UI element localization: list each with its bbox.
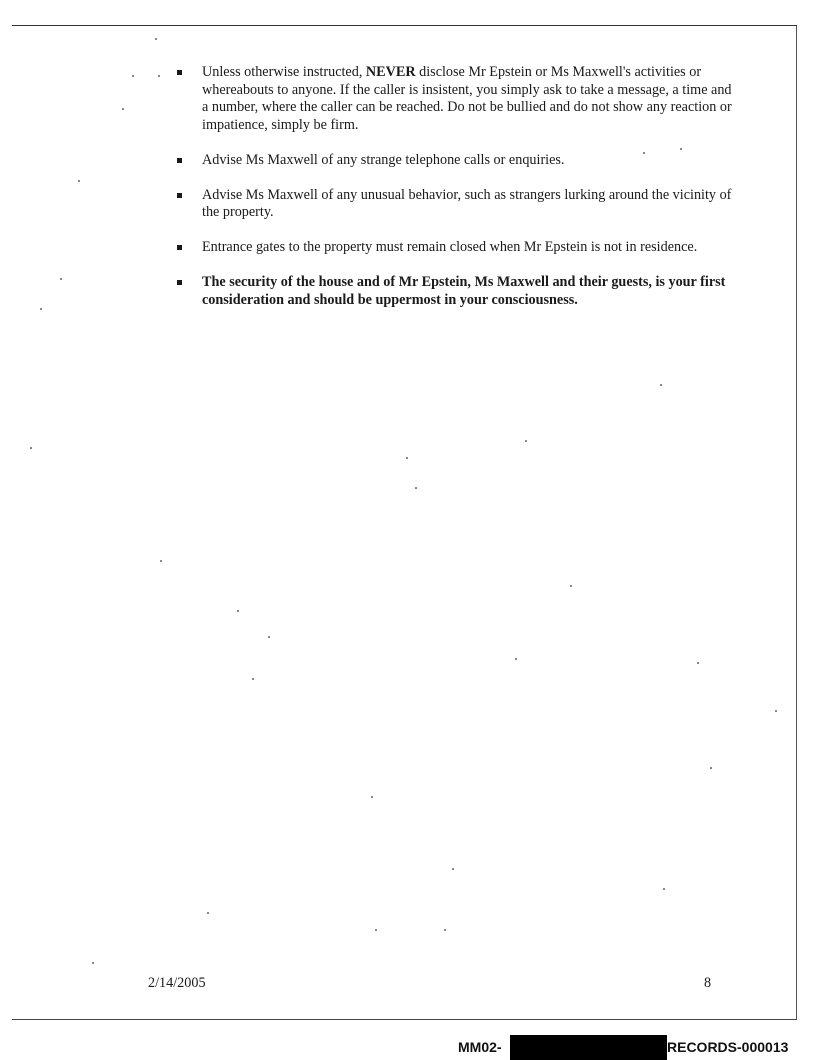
scan-speck xyxy=(60,278,62,280)
scan-speck xyxy=(132,75,134,77)
scan-speck xyxy=(515,658,517,660)
bullet-item-entrance-gates xyxy=(176,239,736,257)
scan-speck xyxy=(207,912,209,914)
scan-speck xyxy=(371,796,373,798)
instruction-list xyxy=(176,64,736,327)
bullet-text: Advise Ms Maxwell of any unusual behavior, such as strangers lurking around the vicinity of the property. xyxy=(202,186,732,220)
scan-speck xyxy=(643,152,645,154)
square-bullet-icon xyxy=(177,245,182,250)
scan-speck xyxy=(775,710,777,712)
bullet-text: The security of the house and of Mr Epstein, Ms Maxwell and their guests, is your first consideration and should be uppermost in your consciousness. xyxy=(202,274,726,308)
scan-speck xyxy=(663,888,665,890)
bullet-text-pre: Unless otherwise instructed, xyxy=(202,64,366,80)
bullet-text-post: disclose Mr Epstein or Ms Maxwell's activities or whereabouts to anyone. If the caller is insistent, you simply ask to take a message, a time and a number, where the caller can be reached. Do not be bullied and do not show any reaction or impatience, simply be firm. xyxy=(202,64,732,133)
bullet-item-disclosure xyxy=(176,64,736,134)
scan-speck xyxy=(697,662,699,664)
scan-speck xyxy=(375,929,377,931)
footer-page-number: 8 xyxy=(704,975,712,991)
scan-speck xyxy=(30,447,32,449)
scan-speck xyxy=(252,678,254,680)
square-bullet-icon xyxy=(177,280,182,285)
bates-prefix: MM02- xyxy=(458,1039,502,1055)
bullet-text: Entrance gates to the property must remain closed when Mr Epstein is not in residence. xyxy=(202,239,698,255)
scan-speck xyxy=(680,148,682,150)
right-margin-rule xyxy=(796,26,797,1020)
top-rule xyxy=(12,25,797,26)
scan-speck xyxy=(158,75,160,77)
scan-speck xyxy=(160,560,162,562)
scan-speck xyxy=(406,457,408,459)
square-bullet-icon xyxy=(177,193,182,198)
scan-speck xyxy=(452,868,454,870)
scan-speck xyxy=(710,767,712,769)
bullet-text: Advise Ms Maxwell of any strange telephone calls or enquiries. xyxy=(202,151,565,168)
scan-speck xyxy=(570,585,572,587)
scan-speck xyxy=(237,610,239,612)
bullet-item-security-priority xyxy=(176,274,736,309)
scan-speck xyxy=(525,440,527,442)
scan-speck xyxy=(415,487,417,489)
scan-speck xyxy=(444,929,446,931)
bullet-item-unusual-behavior xyxy=(176,187,736,222)
bates-suffix: RECORDS-000013 xyxy=(667,1039,789,1055)
bullet-keyword: NEVER xyxy=(365,64,416,80)
footer-date: 2/14/2005 xyxy=(148,975,206,991)
square-bullet-icon xyxy=(177,70,182,75)
redaction-block xyxy=(510,1035,667,1060)
square-bullet-icon xyxy=(177,158,182,163)
scan-speck xyxy=(92,962,94,964)
scan-speck xyxy=(122,108,124,110)
scan-speck xyxy=(40,308,42,310)
scan-speck xyxy=(78,180,80,182)
scan-speck xyxy=(155,38,157,40)
scan-speck xyxy=(268,636,270,638)
bottom-rule xyxy=(12,1019,797,1020)
scan-speck xyxy=(660,384,662,386)
bullet-item-phone-calls xyxy=(176,152,736,170)
